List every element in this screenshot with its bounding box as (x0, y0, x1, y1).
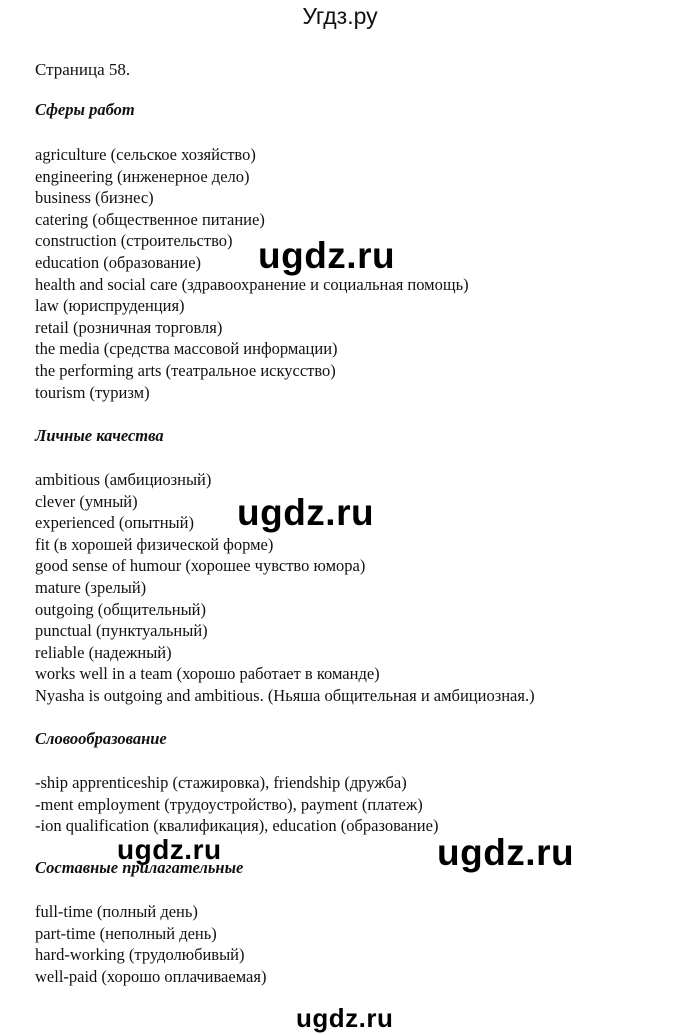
watermark: ugdz.ru (258, 235, 396, 276)
list-item: full-time (полный день) (35, 902, 198, 921)
list-item: experienced (опытный) (35, 513, 194, 533)
list-item: -ion qualification (квалификация), education (образование) (35, 816, 439, 836)
list-item: business (бизнес) (35, 188, 154, 208)
list-item: health and social care (здравоохранение и социальная помощь) (35, 274, 469, 294)
site-header: Угдз.ру (302, 3, 378, 29)
watermark: ugdz.ru (117, 834, 222, 865)
watermark: ugdz.ru (296, 1003, 394, 1033)
list-item: construction (строительство) (35, 231, 233, 251)
list-item: the performing arts (театральное искусство) (35, 360, 336, 380)
list-item: works well in a team (хорошо работает в команде) (35, 664, 380, 684)
word-list-job-areas (35, 144, 469, 403)
list-item: hard-working (трудолюбивый) (35, 945, 245, 965)
list-item: fit (в хорошей физической форме) (35, 534, 274, 554)
section-title-compound-adjectives: Составные прилагательные (35, 858, 244, 877)
list-item: the media (средства массовой информации) (35, 339, 338, 359)
section-title-personal-qualities: Личные качества (35, 426, 164, 445)
list-item: tourism (туризм) (35, 382, 150, 402)
list-item: clever (умный) (35, 491, 138, 511)
word-list-compound-adjectives (35, 901, 266, 987)
list-item: part-time (неполный день) (35, 923, 217, 943)
list-item: -ship apprenticeship (стажировка), friendship (дружба) (35, 773, 407, 792)
list-item: law (юриспруденция) (35, 296, 185, 316)
section-title-job-areas: Сферы работ (35, 100, 135, 119)
list-item: mature (зрелый) (35, 577, 147, 597)
list-item: Nyasha is outgoing and ambitious. (Ньяша общительная и амбициозная.) (35, 685, 535, 705)
list-item: outgoing (общительный) (35, 599, 207, 619)
list-item: reliable (надежный) (35, 642, 172, 662)
list-item: retail (розничная торговля) (35, 317, 223, 337)
list-item: well-paid (хорошо оплачиваемая) (35, 966, 267, 986)
page-number: Страница 58. (35, 60, 131, 79)
section-title-word-formation: Словообразование (35, 729, 167, 748)
word-list-word-formation (35, 772, 438, 837)
list-item: ambitious (амбициозный) (35, 470, 212, 489)
list-item: punctual (пунктуальный) (35, 621, 208, 641)
list-item: education (образование) (35, 252, 202, 272)
list-item: engineering (инженерное дело) (35, 166, 250, 186)
list-item: -ment employment (трудоустройство), payment (платеж) (35, 794, 423, 814)
list-item: good sense of humour (хорошее чувство юмора) (35, 556, 366, 576)
list-item: catering (общественное питание) (35, 209, 265, 229)
watermark: ugdz.ru (437, 832, 575, 873)
list-item: agriculture (сельское хозяйство) (35, 145, 256, 164)
watermark: ugdz.ru (237, 492, 375, 533)
